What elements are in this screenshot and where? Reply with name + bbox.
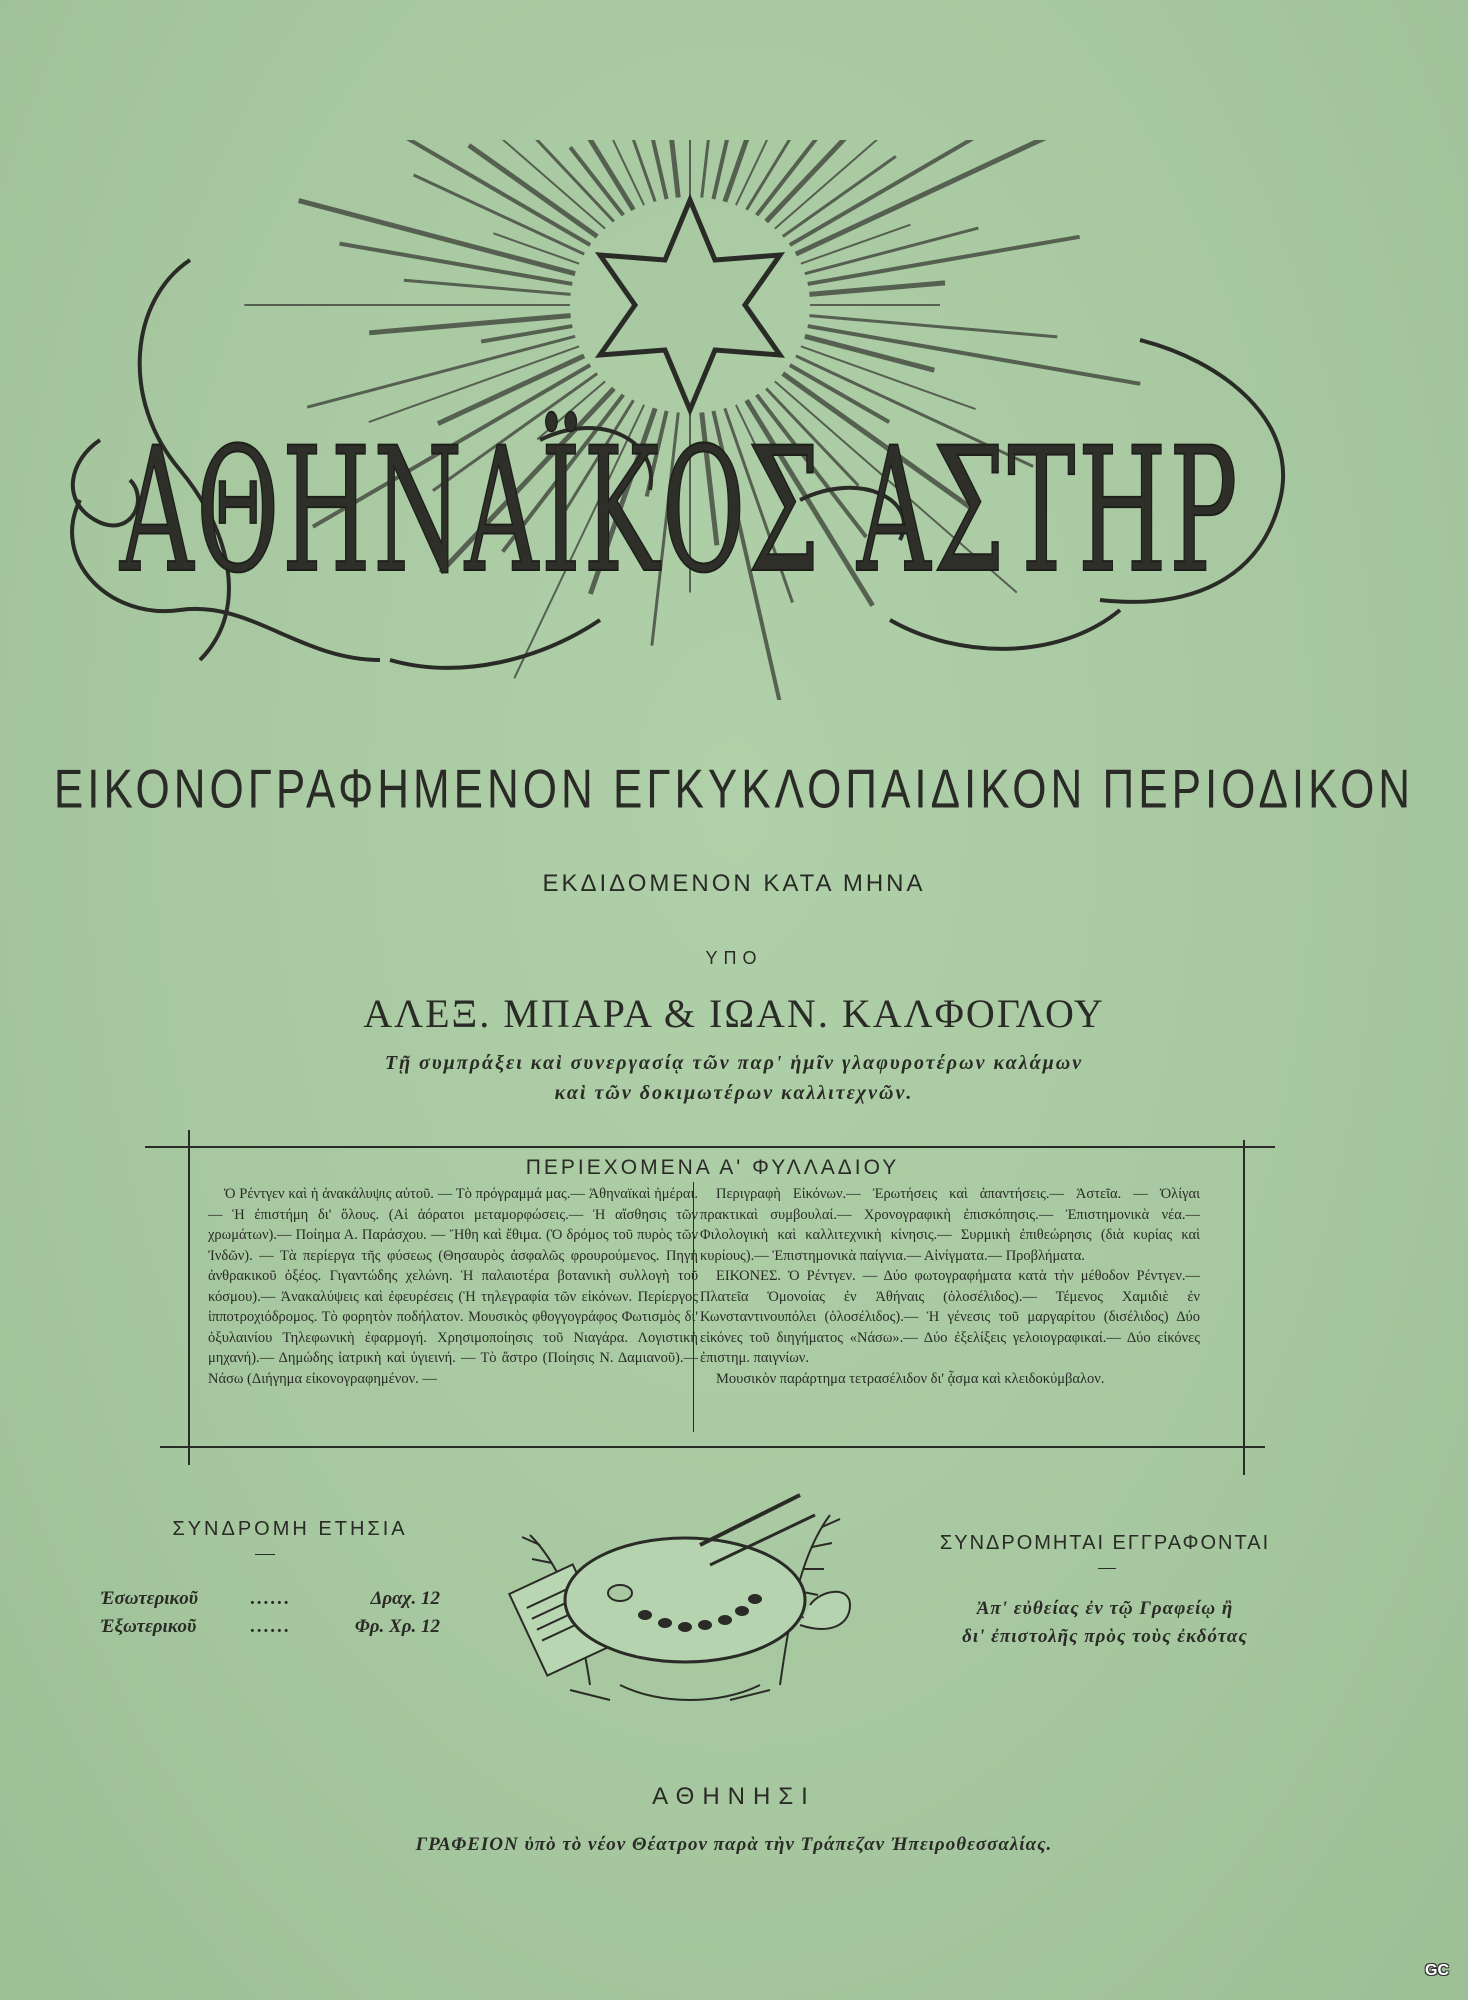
- star-ray: [808, 326, 1141, 384]
- paint-dab: [678, 1622, 692, 1632]
- by-label: ΥΠΟ: [705, 948, 763, 968]
- registration-heading: ΣΥΝΔΡΟΜΗΤΑΙ ΕΓΓΡΑΦΟΝΤΑΙ: [939, 1532, 1271, 1554]
- contents-left-rule: [188, 1130, 190, 1465]
- contents-left-column: [208, 1184, 698, 1389]
- foreign-leader-dots: ......: [250, 1616, 291, 1637]
- editors-names: ΑΛΕΞ. ΜΠΑΡΑ & ΙΩΑΝ. ΚΑΛΦΟΓΛΟΥ: [363, 991, 1105, 1036]
- masthead-star-logo: [40, 140, 1340, 700]
- registration-line-2: δι' ἐπιστολῆς πρὸς τοὺς ἐκδότας: [962, 1626, 1248, 1647]
- collaboration-line-2: καὶ τῶν δοκιμωτέρων καλλιτεχνῶν.: [554, 1082, 914, 1104]
- paint-dab: [658, 1618, 672, 1628]
- paint-dab: [735, 1606, 749, 1616]
- foreign-label: Ἐξωτερικοῦ: [100, 1616, 197, 1637]
- contents-right-paragraph-1: Περιγραφὴ Εἰκόνων.— Ἐρωτήσεις καὶ ἀπαντήσεις.— Ἀστεῖα. — Ὀλίγαι πρακτικαὶ συμβουλαί.— Χρονογραφικὴ ἐπισκόπησις.— Ἐπιστημονικὰ νέα.— Φιλολογικὴ καὶ καλλιτεχνικὴ κίνησις.— Συρμικὴ ἐπιθεώρησις (διὰ κυρίας καὶ κυρίους).— Ἐπιστημονικὰ παίγνια.— Αἰνίγματα.— Προβλήματα.: [700, 1186, 1200, 1264]
- contents-right-paragraph-3: Μουσικὸν παράρτημα τετρασέλιδον δι' ᾆσμα καὶ κλειδοκύμβαλον.: [716, 1370, 1105, 1387]
- star-ray: [608, 140, 655, 202]
- masthead-title: ΑΘΗΝΑΪΚΟΣ ΑΣΤΗΡ: [118, 410, 1240, 611]
- contents-column-divider: [693, 1182, 695, 1432]
- palette-vignette-graphic: [470, 1475, 910, 1715]
- contents-top-rule: [145, 1146, 1275, 1148]
- star-ray: [808, 237, 1080, 284]
- six-point-star-icon: [600, 200, 780, 410]
- contents-bottom-rule: [160, 1446, 1265, 1448]
- subscription-dash: [255, 1554, 275, 1555]
- imprint-city: ΑΘΗΝΗΣΙ: [652, 1783, 816, 1810]
- star-ray: [805, 336, 934, 370]
- star-ray: [493, 233, 579, 263]
- paint-dab: [698, 1620, 712, 1630]
- domestic-leader-dots: ......: [250, 1588, 291, 1609]
- star-ray: [809, 283, 945, 295]
- collaboration-line-1: Τῇ συμπράξει καὶ συνεργασίᾳ τῶν παρ' ἡμῖν γλαφυροτέρων καλάμων: [384, 1052, 1084, 1074]
- registration-dash: [1098, 1568, 1116, 1569]
- imprint-office: ΓΡΑΦΕΙΟΝ ὑπὸ τὸ νέον Θέατρον παρὰ τὴν Τράπεζαν Ἠπειροθεσσαλίας.: [415, 1834, 1053, 1855]
- contents-left-text: Ὁ Ρέντγεν καὶ ἡ ἀνακάλυψις αὐτοῦ. — Τὸ πρόγραμμά μας.— Ἀθηναϊκαὶ ἡμέραι.— Ἡ ἐπιστήμη δι' ὅλους. (Αἱ ἀόρατοι μεταμορφώσεις.— Ἡ αἴσθησις τῶν χρωμάτων).— Ποίημα Α. Παράσχου. — Ἤθη καὶ ἔθιμα. (Ὁ δρόμος τοῦ πυρὸς τῶν Ἰνδῶν). — Τὰ περίεργα τῆς φύσεως (Θησαυρὸς ἀσφαλῶς φρουρούμενος. Πηγὴ ἀνθρακικοῦ ὀξέος. Γιγαντώδης χελώνη. Ἡ παλαιοτέρα βοτανικὴ συλλογὴ τοῦ κόσμου).— Ἀνακαλύψεις καὶ ἐφευρέσεις (Ἡ τηλεγραφία τῶν εἰκόνων. Περίεργος ἱπποτροχιόδρομος. Τὸ φορητὸν ποδήλατον. Μουσικὸς φθογγογράφος Φωτισμὸς δι' ὀξυλαινίου Τηλεφωνικὴ ἐφαρμογή. Χρησιμοποίησις τοῦ Νιαγάρα. Λογιστικὴ μηχανή).— Δημώδης ἰατρικὴ καὶ ὑγιεινή. — Τὸ ἄστρο (Ποίησις Ν. Δαμιανοῦ).— Νάσω (Διήγημα εἰκονογραφημένον. —: [208, 1186, 698, 1387]
- foreign-price: Φρ. Χρ. 12: [354, 1616, 440, 1637]
- star-ray: [618, 140, 667, 199]
- subscription-heading: ΣΥΝΔΡΟΜΗ ΕΤΗΣΙΑ: [172, 1518, 408, 1540]
- contents-right-paragraph-2: ΕΙΚΟΝΕΣ. Ὁ Ρέντγεν. — Δύο φωτογραφήματα κατὰ τὴν μέθοδον Ρέντγεν.— Πλατεῖα Ὁμονοίας ἐν Ἀθήναις (ὁλοσέλιδος).— Τέμενος Χαμιδιὲ ἐν Κωνσταντινουπόλει (ὁλοσέλιδος).— Ἡ γένεσις τοῦ μαργαρίτου (δισέλιδος) Δύο εἰκόνες τοῦ διηγήματος «Νάσω».— Δύο ἐξελίξεις γελοιογραφικαί.— Δύο εἰκόνες ἐπιστημ. παιγνίων.: [700, 1268, 1200, 1366]
- brush-icon: [700, 1495, 800, 1545]
- contents-box: [190, 1130, 1235, 1450]
- contents-right-column: [700, 1184, 1200, 1389]
- palette-icon: [565, 1538, 805, 1662]
- star-ray: [783, 156, 896, 236]
- registration-line-1: Ἀπ' εὐθείας ἐν τῷ Γραφείῳ ἢ: [976, 1598, 1234, 1619]
- star-ray: [805, 228, 978, 274]
- paint-dab: [748, 1594, 762, 1604]
- contents-right-rule: [1243, 1140, 1245, 1475]
- paint-dab: [638, 1610, 652, 1620]
- domestic-label: Ἐσωτερικοῦ: [100, 1588, 199, 1609]
- journal-subtitle: ΕΙΚΟΝΟΓΡΑΦΗΜΕΝΟΝ ΕΓΚΥΚΛΟΠΑΙΔΙΚΟΝ ΠΕΡΙΟΔΙΚΟΝ: [53, 758, 1415, 820]
- gc-watermark: GC: [1425, 1962, 1449, 1979]
- star-ray: [404, 280, 571, 294]
- paint-dab: [718, 1615, 732, 1625]
- publication-frequency: ΕΚΔΙΔΟΜΕΝΟΝ ΚΑΤΑ ΜΗΝΑ: [542, 870, 926, 897]
- contents-heading: ΠΕΡΙΕΧΟΜΕΝΑ Α' ΦΥΛΛΑΔΙΟΥ: [525, 1156, 900, 1179]
- domestic-price: Δραχ. 12: [370, 1588, 440, 1609]
